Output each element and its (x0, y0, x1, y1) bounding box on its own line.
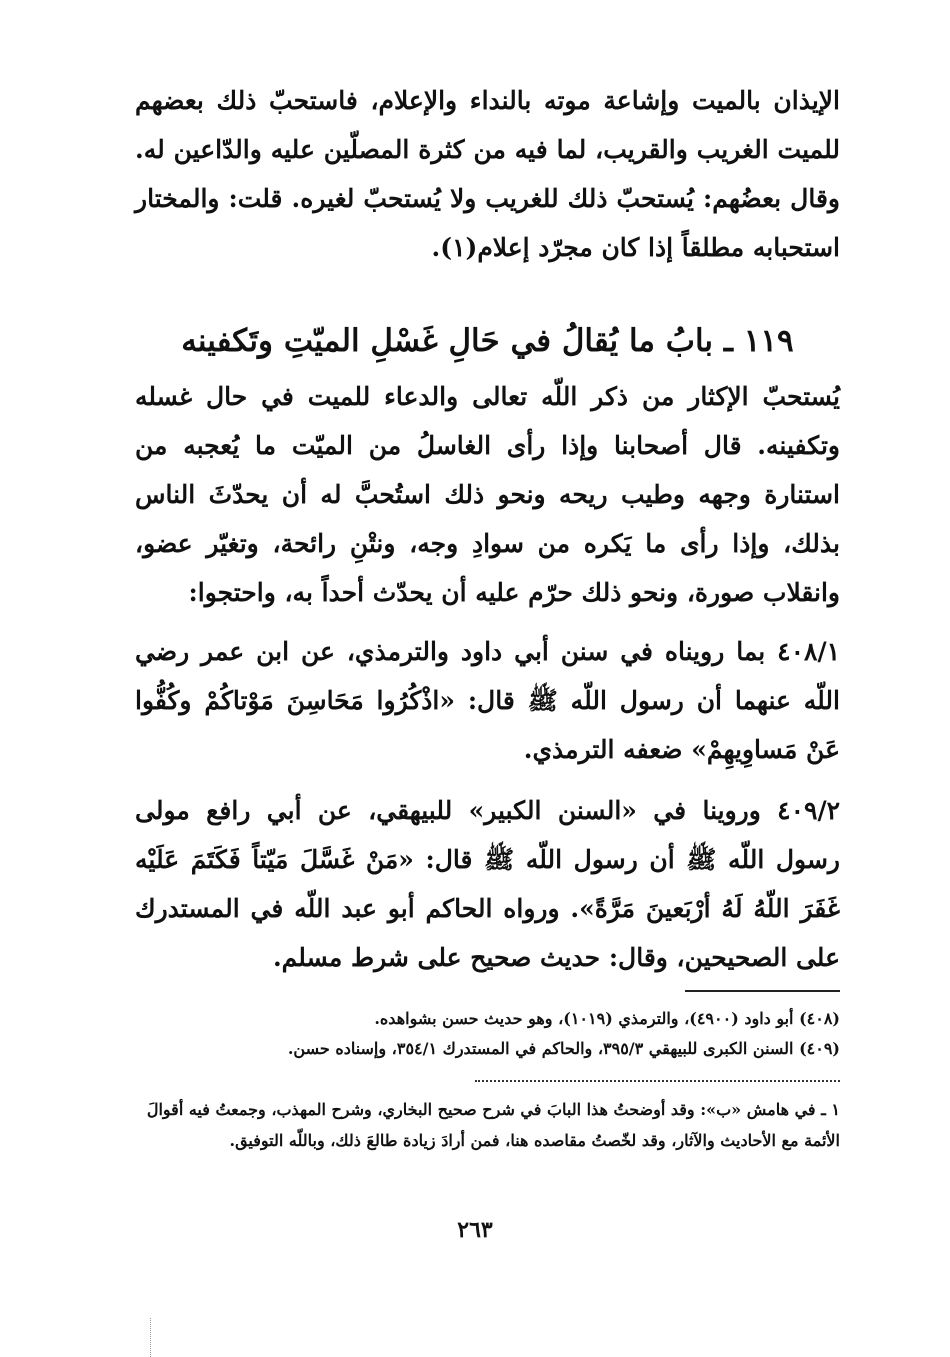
hadith-408: ٤٠٨/١ بما رويناه في سنن أبي داود والترمذي، عن ابن عمر رضي اللّه عنهما أن رسول اللّه ﷺ قال: «اذْكُرُوا مَحَاسِنَ مَوْتاكُمْ وكُفُّوا عَنْ مَساوِيهِمْ» ضعفه الترمذي. (135, 637, 840, 764)
intro-paragraph: الإيذان بالميت وإشاعة موته بالنداء والإعلام، فاستحبّ ذلك بعضهم للميت الغريب والقريب، لما فيه من كثرة المصلّين عليه والدّاعين له. وقال بعضُهم: يُستحبّ ذلك للغريب ولا يُستحبّ لغيره. قلت: والمختار استحبابه مطلقاً إذا كان مجرّد إعلام(١). (135, 86, 840, 262)
footnote-ref-408: (٤٠٨) أبو داود (٤٩٠٠)، والترمذي (١٠١٩)، وهو حديث حسن بشواهده. (374, 1009, 840, 1028)
footnote-divider (685, 990, 840, 992)
margin-note: ١ ـ في هامش «ب»: وقد أوضحتُ هذا البابَ في شرح صحيح البخاري، وشرح المهذب، وجمعتُ فيه أقوالَ الأئمة مع الأحاديث والآثار، وقد لخّصتُ مقاصده هنا، فمن أرادَ زيادة طالعَ ذلك، وباللّه التوفيق. (146, 1100, 840, 1150)
page-number: ٢٦٣ (457, 1217, 493, 1243)
scan-artifact (150, 1318, 152, 1357)
hadith-409: ٤٠٩/٢ وروينا في «السنن الكبير» للبيهقي، عن أبي رافع مولى رسول اللّه ﷺ أن رسول اللّه ﷺ قال: «مَنْ غَسَّلَ مَيّتاً فَكَتَمَ عَلَيْه غَفَرَ اللّهُ لَهُ أرْبَعينَ مَرَّةً». ورواه الحاكم أبو عبد اللّه في المستدرك على الصحيحين، وقال: حديث صحيح على شرط مسلم. (135, 796, 840, 972)
section-heading: ١١٩ ـ بابُ ما يُقالُ في حَالِ غَسْلِ الميّتِ وتَكفينه (181, 323, 794, 359)
section-paragraph: يُستحبّ الإكثار من ذكر اللّه تعالى والدعاء للميت في حال غسله وتكفينه. قال أصحابنا وإذا رأى الغاسلُ من الميّت ما يُعجبه من استنارة وجهه وطيب ريحه ونحو ذلك استُحبَّ له أن يحدّثَ الناس بذلك، وإذا رأى ما يَكره من سوادِ وجه، ونتْنِ رائحة، وتغيّر عضو، وانقلاب صورة، ونحو ذلك حرّم عليه أن يحدّث أحداً به، واحتجوا: (135, 382, 840, 607)
footnote-references (135, 1004, 840, 1064)
footnote-ref-409: (٤٠٩) السنن الكبرى للبيهقي ٣٩٥/٣، والحاكم في المستدرك ٣٥٤/١، وإسناده حسن. (287, 1039, 840, 1058)
dotted-separator (475, 1080, 840, 1082)
